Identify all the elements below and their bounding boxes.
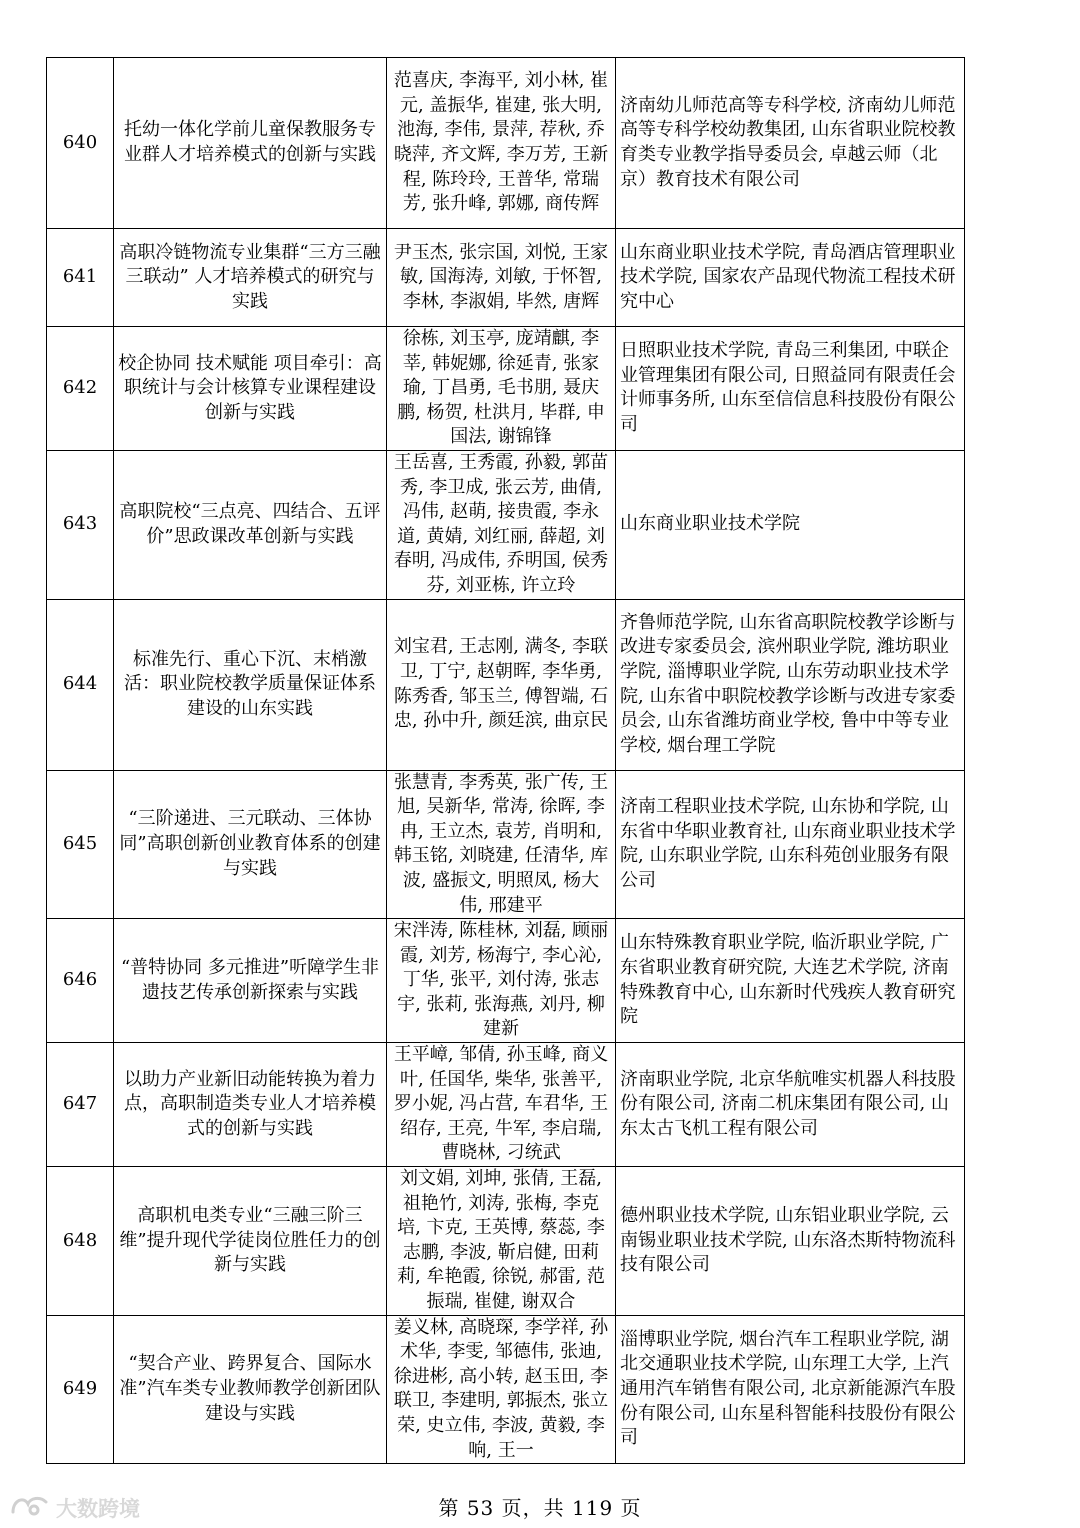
organizations: 德州职业技术学院, 山东铝业职业学院, 云南锡业职业技术学院, 山东洛杰斯特物流科技有限公司 — [616, 1167, 965, 1316]
project-title: 高职冷链物流专业集群“三方三融三联动” 人才培养模式的研究与实践 — [114, 229, 387, 327]
row-number: 648 — [47, 1167, 114, 1316]
team-members: 姜义林, 高晓琛, 李学祥, 孙术华, 李雯, 邹德伟, 张迪, 徐进彬, 高小转, 赵玉田, 李联卫, 李建明, 郭振杰, 张立荣, 史立伟, 李波, 黄毅, 李响, 王一 — [387, 1315, 616, 1464]
organizations: 济南职业学院, 北京华航唯实机器人科技股份有限公司, 济南二机床集团有限公司, 山东太古飞机工程有限公司 — [616, 1043, 965, 1167]
team-members: 范喜庆, 李海平, 刘小林, 崔元, 盖振华, 崔建, 张大明, 池海, 李伟, 景萍, 荐秋, 乔晓萍, 齐文辉, 李万芳, 王新程, 陈玲玲, 王普华, 常瑞芳, 张升峰, 郭娜, 商传辉 — [387, 58, 616, 229]
team-members: 王平嶂, 邹倩, 孙玉峰, 商义叶, 任国华, 柴华, 张善平, 罗小妮, 冯占营, 车君华, 王绍存, 王亮, 牛军, 李启瑞, 曹晓林, 刁统武 — [387, 1043, 616, 1167]
organizations: 齐鲁师范学院, 山东省高职院校教学诊断与改进专家委员会, 滨州职业学院, 潍坊职业学院, 淄博职业学院, 山东劳动职业技术学院, 山东省中职院校教学诊断与改进专家委员会, 山东省潍坊商业学校, 鲁中中等专业学校, 烟台理工学院 — [616, 599, 965, 770]
team-members: 徐栋, 刘玉亭, 庞靖麒, 李莘, 韩妮娜, 徐延青, 张家瑜, 丁昌勇, 毛书朋, 聂庆鹏, 杨贺, 杜洪月, 毕群, 申国法, 谢锦锋 — [387, 327, 616, 451]
table-row — [47, 450, 965, 599]
project-title: 标准先行、重心下沉、末梢激活：职业院校教学质量保证体系建设的山东实践 — [114, 599, 387, 770]
project-title: 高职院校“三点亮、四结合、五评价”思政课改革创新与实践 — [114, 450, 387, 599]
project-title: “普特协同 多元推进”听障学生非遗技艺传承创新探索与实践 — [114, 919, 387, 1043]
project-title: “三阶递进、三元联动、三体协同”高职创新创业教育体系的创建与实践 — [114, 770, 387, 919]
project-title: “契合产业、跨界复合、国际水准”汽车类专业教师教学创新团队建设与实践 — [114, 1315, 387, 1464]
row-number: 641 — [47, 229, 114, 327]
project-title: 高职机电类专业“三融三阶三维”提升现代学徒岗位胜任力的创新与实践 — [114, 1167, 387, 1316]
table-row — [47, 1043, 965, 1167]
row-number: 640 — [47, 58, 114, 229]
team-members: 尹玉杰, 张宗国, 刘悦, 王家敏, 国海涛, 刘敏, 于怀智, 李林, 李淑娟, 毕然, 唐辉 — [387, 229, 616, 327]
table-row — [47, 919, 965, 1043]
row-number: 645 — [47, 770, 114, 919]
team-members: 刘文娟, 刘坤, 张倩, 王磊, 祖艳竹, 刘涛, 张梅, 李克培, 卞克, 王英博, 蔡蕊, 李志鹏, 李波, 靳启健, 田莉莉, 牟艳霞, 徐锐, 郝雷, 范振瑞, 崔健, 谢双合 — [387, 1167, 616, 1316]
team-members: 张慧青, 李秀英, 张广传, 王旭, 吴新华, 常涛, 徐晖, 李冉, 王立杰, 袁芳, 肖明和, 韩玉铭, 刘晓建, 任清华, 库波, 盛振文, 明照凤, 杨大伟, 邢建平 — [387, 770, 616, 919]
row-number: 643 — [47, 450, 114, 599]
organizations: 济南工程职业技术学院, 山东协和学院, 山东省中华职业教育社, 山东商业职业技术学院, 山东职业学院, 山东科苑创业服务有限公司 — [616, 770, 965, 919]
page-footer: 第 53 页，共 119 页 — [438, 1496, 642, 1520]
team-members: 刘宝君, 王志刚, 满冬, 李联卫, 丁宁, 赵朝晖, 李华勇, 陈秀香, 邹玉兰, 傅智端, 石忠, 孙中升, 颜廷滨, 曲京民 — [387, 599, 616, 770]
organizations: 日照职业技术学院, 青岛三利集团, 中联企业管理集团有限公司, 日照益同有限责任会计师事务所, 山东至信信息科技股份有限公司 — [616, 327, 965, 451]
organizations: 山东商业职业技术学院 — [616, 450, 965, 599]
table-row — [47, 229, 965, 327]
organizations: 山东商业职业技术学院, 青岛酒店管理职业技术学院, 国家农产品现代物流工程技术研究中心 — [616, 229, 965, 327]
table-row — [47, 599, 965, 770]
team-members: 王岳喜, 王秀霞, 孙毅, 郭苗秀, 李卫成, 张云芳, 曲倩, 冯伟, 赵萌, 接贵霞, 李永道, 黄婧, 刘红丽, 薛超, 刘春明, 冯成伟, 乔明国, 侯秀芬, 刘亚栋, 许立玲 — [387, 450, 616, 599]
row-number: 642 — [47, 327, 114, 451]
project-title: 托幼一体化学前儿童保教服务专业群人才培养模式的创新与实践 — [114, 58, 387, 229]
organizations: 山东特殊教育职业学院, 临沂职业学院, 广东省职业教育研究院, 大连艺术学院, 济南特殊教育中心, 山东新时代残疾人教育研究院 — [616, 919, 965, 1043]
row-number: 649 — [47, 1315, 114, 1464]
row-number: 647 — [47, 1043, 114, 1167]
organizations: 济南幼儿师范高等专科学校, 济南幼儿师范高等专科学校幼教集团, 山东省职业院校教育类专业教学指导委员会, 卓越云师（北京）教育技术有限公司 — [616, 58, 965, 229]
table-row — [47, 1315, 965, 1464]
table-row — [47, 58, 965, 229]
project-title: 以助力产业新旧动能转换为着力点，高职制造类专业人才培养模式的创新与实践 — [114, 1043, 387, 1167]
award-table — [46, 57, 965, 1464]
table-row — [47, 327, 965, 451]
watermark-text: 大数跨境 — [56, 1496, 140, 1521]
row-number: 646 — [47, 919, 114, 1043]
row-number: 644 — [47, 599, 114, 770]
table-row — [47, 770, 965, 919]
project-title: 校企协同 技术赋能 项目牵引：高职统计与会计核算专业课程建设创新与实践 — [114, 327, 387, 451]
organizations: 淄博职业学院, 烟台汽车工程职业学院, 湖北交通职业技术学院, 山东理工大学, 上汽通用汽车销售有限公司, 北京新能源汽车股份有限公司, 山东星科智能科技股份有限公司 — [616, 1315, 965, 1464]
team-members: 宋泮涛, 陈桂林, 刘磊, 顾丽霞, 刘芳, 杨海宁, 李心沁, 丁华, 张平, 刘付涛, 张志宇, 张莉, 张海燕, 刘丹, 柳建新 — [387, 919, 616, 1043]
table-row — [47, 1167, 965, 1316]
